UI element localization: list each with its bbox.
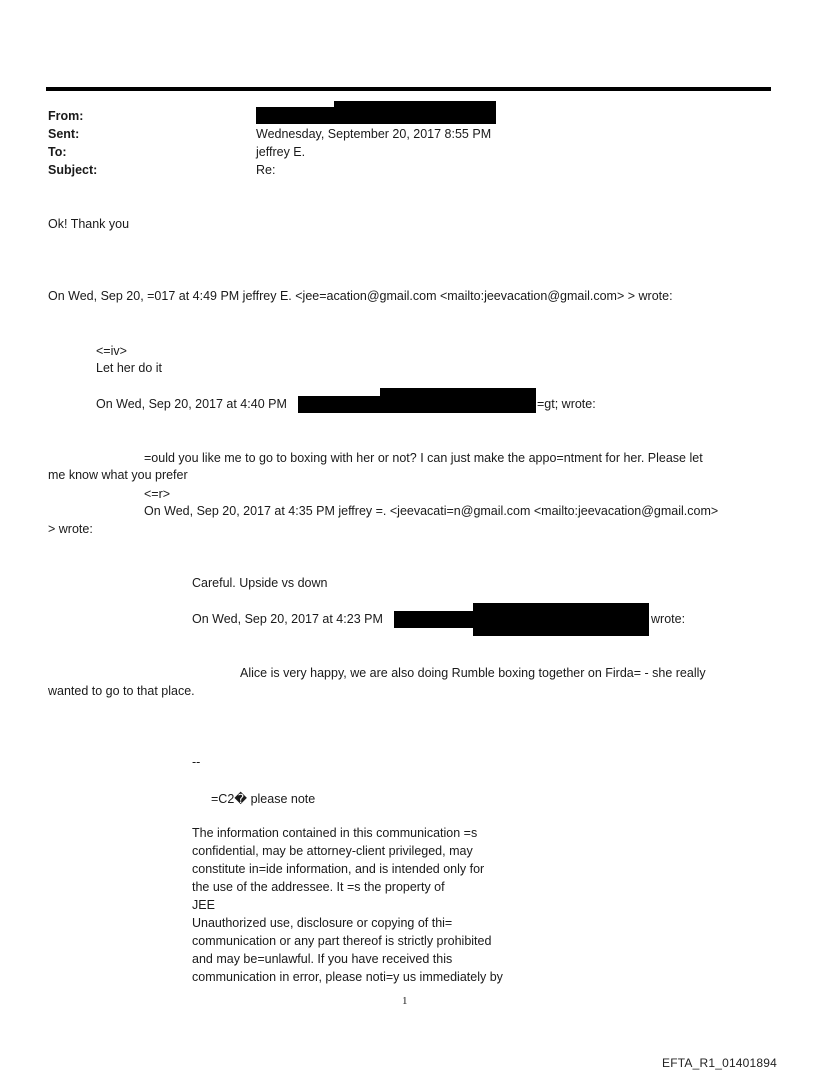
quote4-text-line1: Alice is very happy, we are also doing Rumble boxing together on Firda= - she really bbox=[240, 666, 706, 680]
disclaimer-line: JEE bbox=[192, 898, 215, 912]
disclaimer-line: the use of the addressee. It =s the property of bbox=[192, 880, 445, 894]
disclaimer-line: constitute in=ide information, and is intended only for bbox=[192, 862, 485, 876]
quote4-redaction-right bbox=[473, 603, 649, 636]
signature-note: =C2� please note bbox=[211, 792, 316, 806]
to-value: jeffrey E. bbox=[256, 145, 306, 159]
quote4-intro-suffix: wrote: bbox=[651, 612, 686, 626]
from-label: From: bbox=[48, 109, 84, 123]
quote2-text-line2: me know what you prefer bbox=[48, 468, 188, 482]
from-redaction bbox=[256, 107, 336, 124]
disclaimer bbox=[192, 824, 552, 986]
disclaimer-line: communication or any part thereof is strictly prohibited bbox=[192, 934, 492, 948]
sent-value: Wednesday, September 20, 2017 8:55 PM bbox=[256, 127, 492, 141]
quote4-intro-prefix: On Wed, Sep 20, 2017 at 4:23 PM bbox=[192, 612, 383, 626]
quote1-text: Let her do it bbox=[96, 361, 163, 375]
from-redaction-upper bbox=[334, 101, 496, 124]
document-id: EFTA_R1_01401894 bbox=[662, 1056, 778, 1070]
page-number: 1 bbox=[402, 995, 408, 1007]
subject-label: Subject: bbox=[48, 163, 98, 177]
quote2-intro-prefix: On Wed, Sep 20, 2017 at 4:40 PM bbox=[96, 397, 287, 411]
quote3-text: Careful. Upside vs down bbox=[192, 576, 328, 590]
disclaimer-line: communication in error, please noti=y us immediately by bbox=[192, 970, 503, 984]
to-label: To: bbox=[48, 145, 67, 159]
header-rule bbox=[46, 87, 771, 91]
quote1-intro: On Wed, Sep 20, =017 at 4:49 PM jeffrey E. <jee=acation@gmail.com <mailto:jeevacation@gmail.com> > wrote: bbox=[48, 289, 673, 303]
quote3-intro-line2: > wrote: bbox=[48, 522, 93, 536]
disclaimer-line: and may be=unlawful. If you have received this bbox=[192, 952, 453, 966]
disclaimer-line: Unauthorized use, disclosure or copying of thi= bbox=[192, 916, 453, 930]
quote2-br-tag: <=r> bbox=[144, 487, 171, 501]
quote2-text-line1: =ould you like me to go to boxing with her or not? I can just make the appo=ntment for her. Please let bbox=[144, 451, 703, 465]
quote3-intro-line1: On Wed, Sep 20, 2017 at 4:35 PM jeffrey =. <jeevacati=n@gmail.com <mailto:jeevacation@gmail.com> bbox=[144, 504, 719, 518]
subject-value: Re: bbox=[256, 163, 276, 177]
disclaimer-line: confidential, may be attorney-client privileged, may bbox=[192, 844, 473, 858]
quote2-redaction-right bbox=[380, 388, 536, 413]
signature-dashes: -- bbox=[192, 755, 201, 769]
sent-label: Sent: bbox=[48, 127, 80, 141]
reply-text: Ok! Thank you bbox=[48, 217, 130, 231]
disclaimer-line: The information contained in this communication =s bbox=[192, 826, 478, 840]
quote2-intro-suffix: =gt; wrote: bbox=[537, 397, 596, 411]
quote1-div-tag: <=iv> bbox=[96, 344, 127, 358]
quote4-text-line2: wanted to go to that place. bbox=[48, 684, 195, 698]
